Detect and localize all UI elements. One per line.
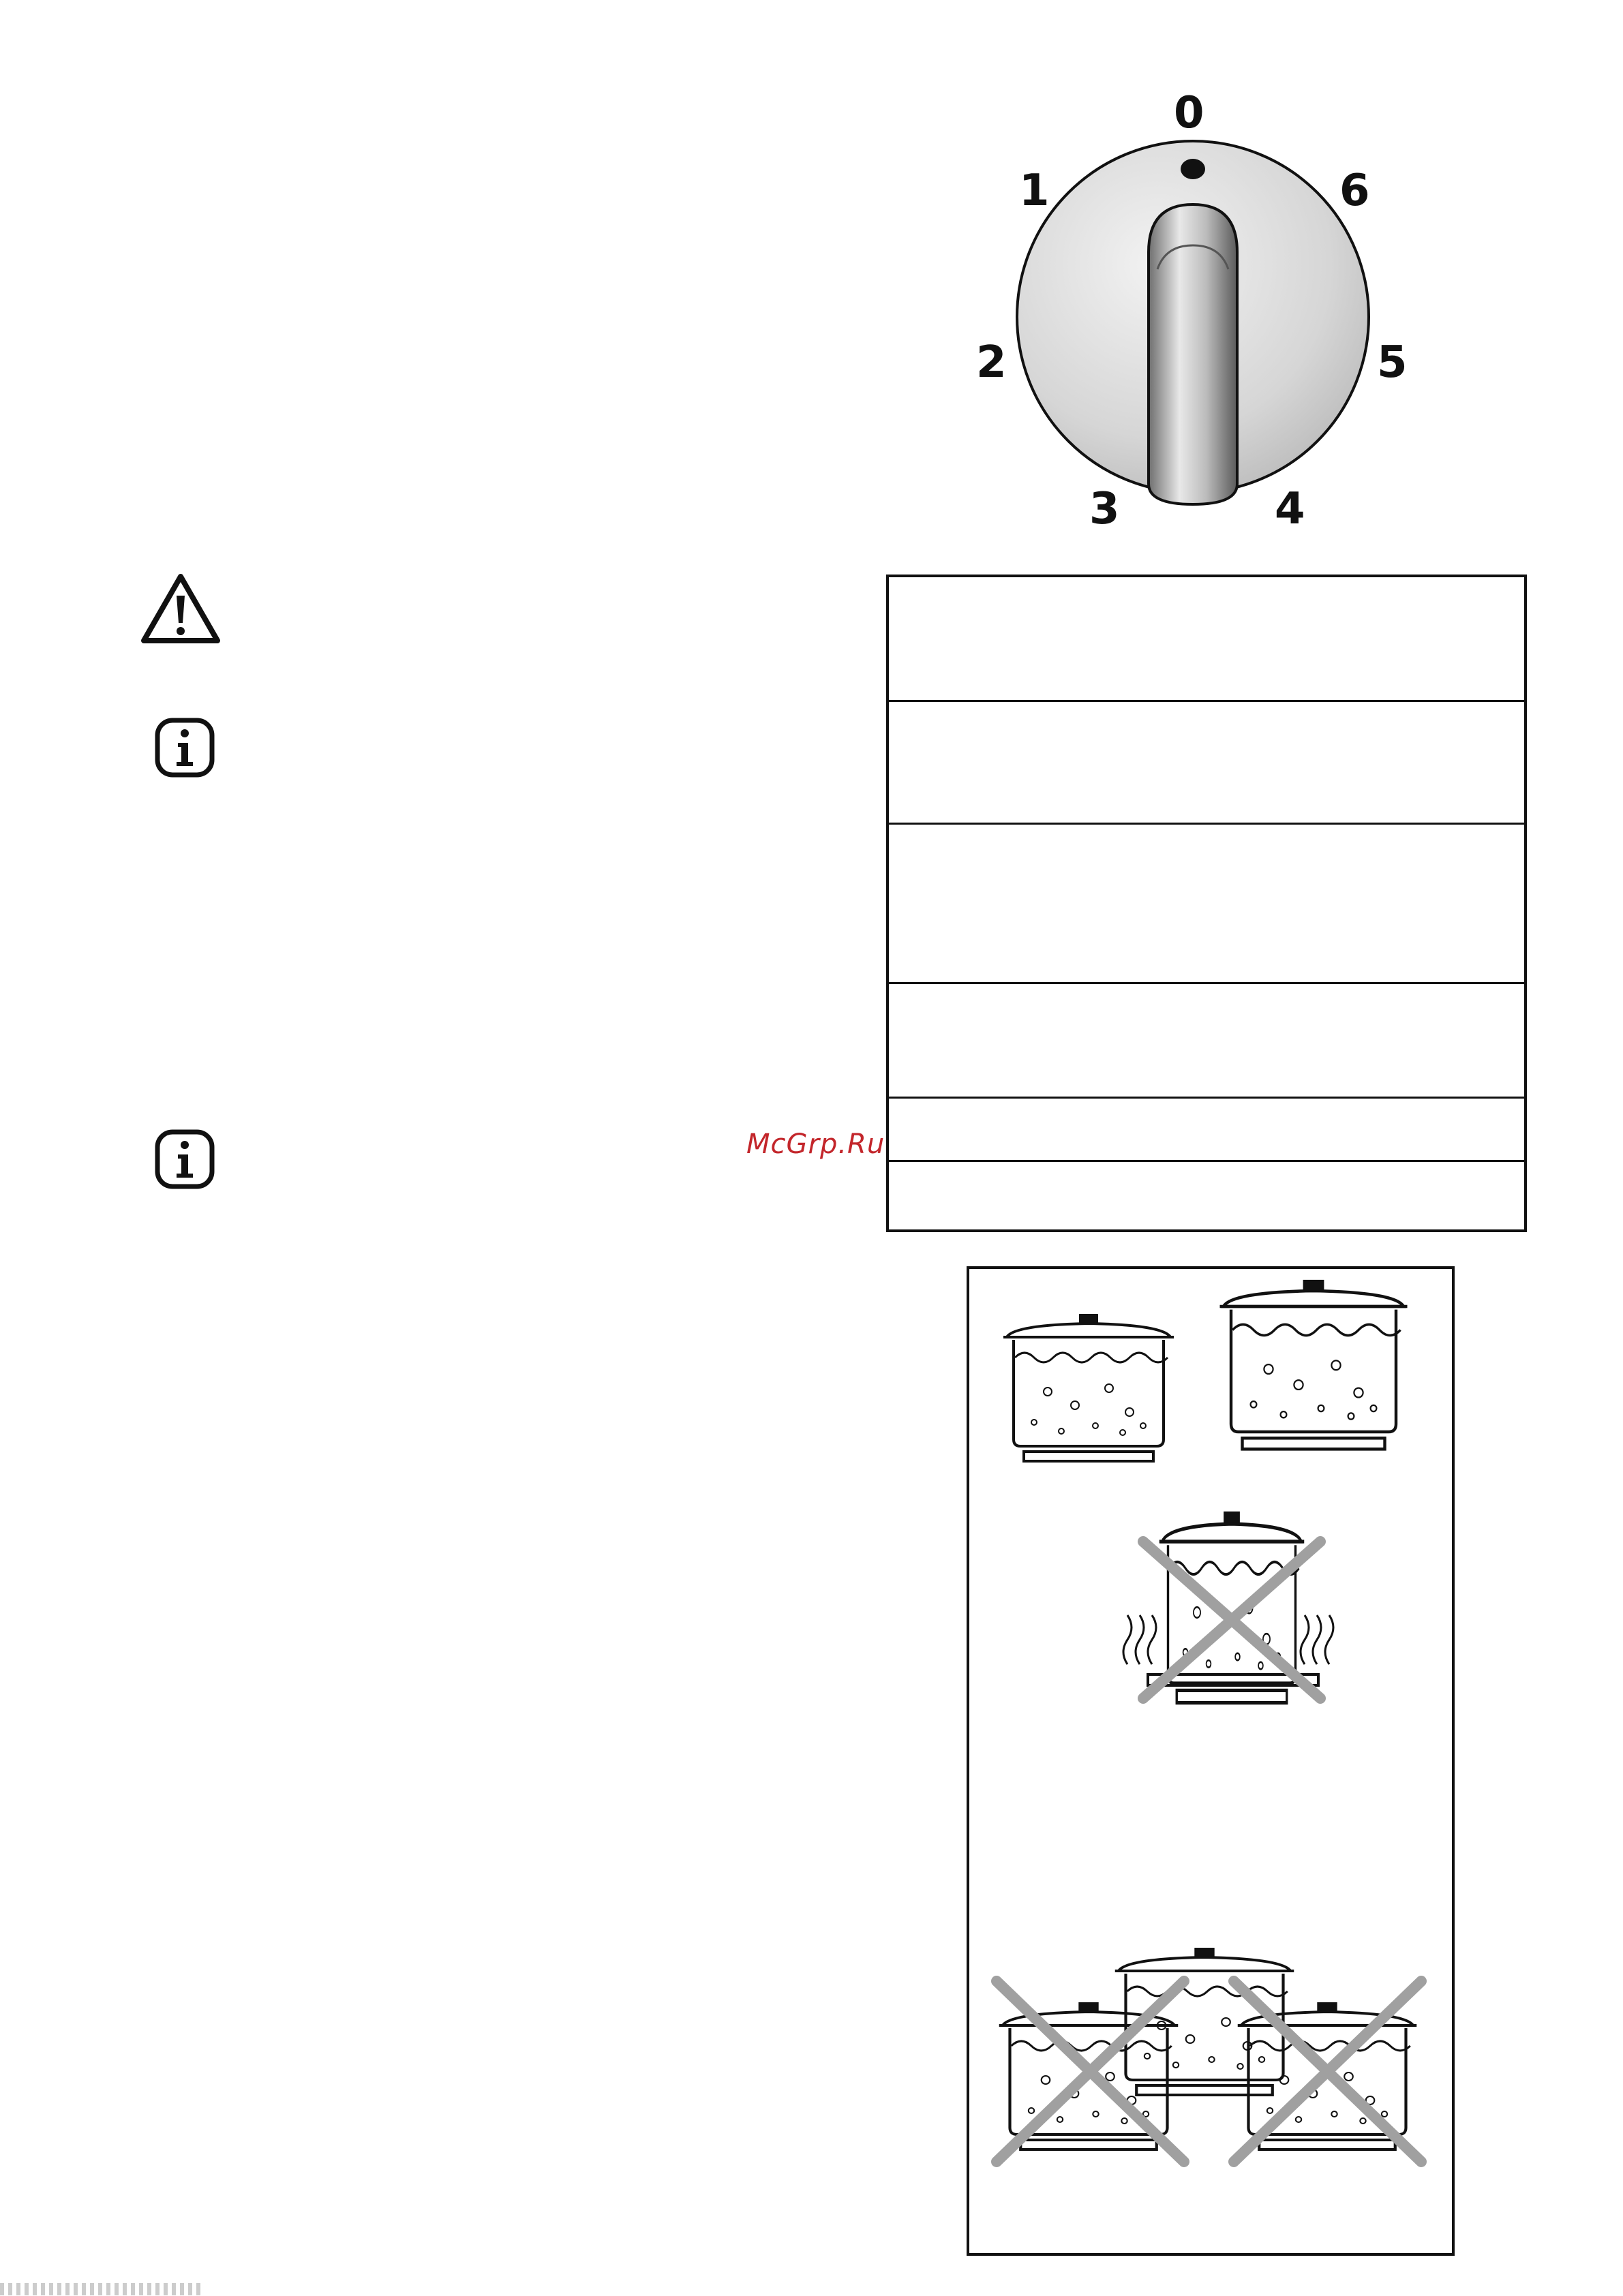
page-footer-mark	[0, 2283, 204, 2295]
info-icon	[154, 1129, 215, 1190]
knob-drawing	[941, 75, 1404, 545]
knob-position-6: 6	[1339, 166, 1370, 216]
knob-zero-dot	[1181, 159, 1205, 179]
table-row	[889, 1160, 1524, 1162]
knob-position-0: 0	[1174, 88, 1204, 138]
cookware-drawing	[969, 1269, 1457, 2259]
power-level-table	[886, 575, 1527, 1232]
pan-correct-large	[1220, 1280, 1408, 1449]
pan-correct-small	[1003, 1314, 1174, 1461]
table-row	[889, 982, 1524, 984]
cookware-usage-figure	[967, 1266, 1455, 2256]
knob-position-4: 4	[1275, 484, 1305, 534]
table-row	[889, 823, 1524, 825]
knob-handle	[1149, 204, 1237, 504]
control-knob-illustration	[941, 75, 1408, 545]
watermark: McGrp.Ru	[746, 1129, 885, 1160]
info-icon	[154, 717, 215, 778]
table-row	[889, 700, 1524, 702]
heat-waves-left	[1123, 1615, 1156, 1664]
heat-waves-right	[1301, 1615, 1333, 1664]
knob-position-3: 3	[1089, 484, 1120, 534]
knob-position-2: 2	[976, 337, 1007, 388]
warning-triangle-icon	[140, 572, 222, 646]
knob-position-5: 5	[1377, 337, 1408, 388]
knob-position-1: 1	[1019, 166, 1050, 216]
table-row	[889, 1097, 1524, 1099]
